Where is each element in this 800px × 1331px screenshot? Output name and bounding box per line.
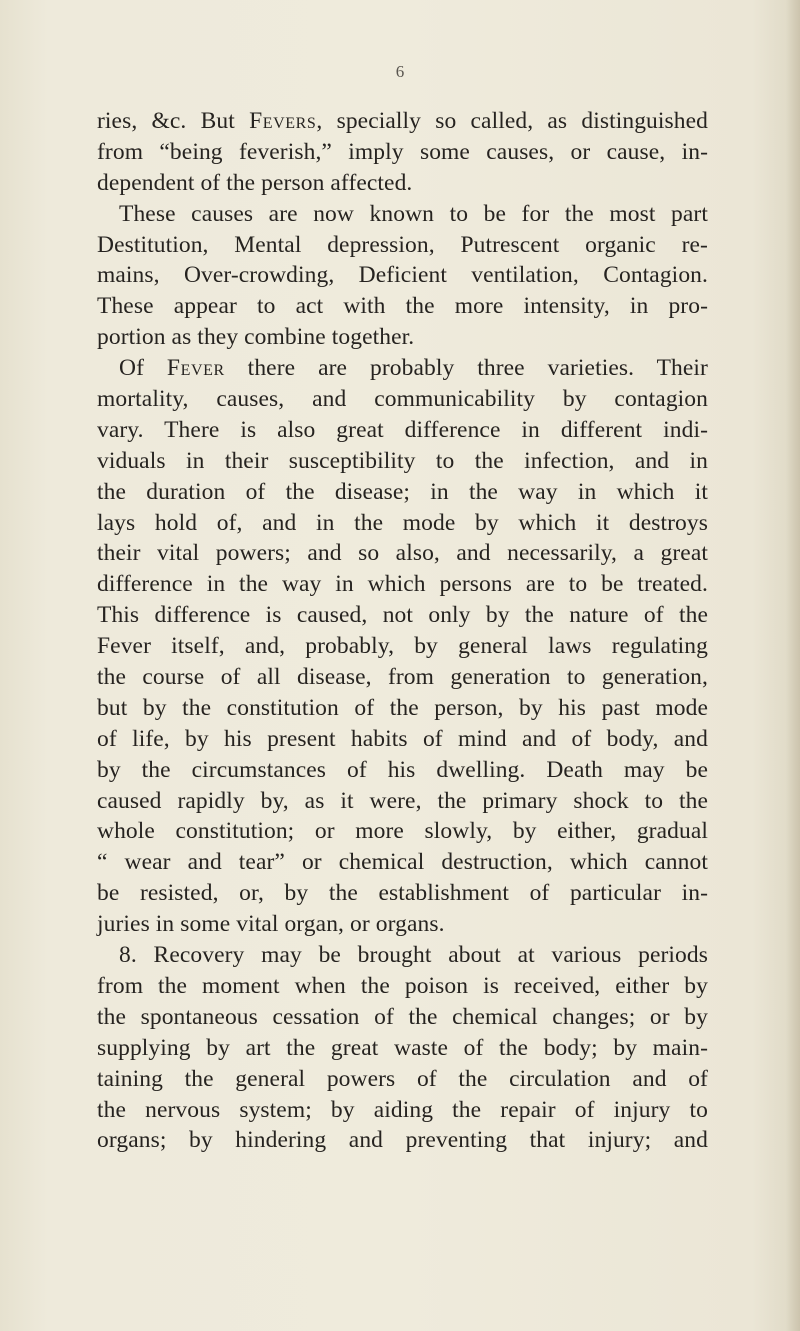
- text-line: the nervous system; by aiding the repair of injury to: [97, 1096, 708, 1123]
- text-line: These causes are now known to be for the most part: [119, 200, 708, 227]
- text-line: from “being feverish,” imply some causes, or cause, in-: [97, 138, 708, 165]
- text-line: dependent of the person affected.: [97, 169, 413, 196]
- text-line: This difference is caused, not only by the nature of the: [97, 602, 708, 629]
- text-line: the course of all disease, from generation to generation,: [97, 664, 708, 691]
- text-line: of life, by his present habits of mind and of body, and: [97, 725, 708, 752]
- text-line: portion as they combine together.: [97, 324, 415, 351]
- text-line: Destitution, Mental depression, Putrescent organic re-: [97, 231, 708, 258]
- text-line: juries in some vital organ, or organs.: [97, 911, 445, 938]
- text-line: vary. There is also great difference in different indi-: [97, 416, 708, 443]
- text-line: whole constitution; or more slowly, by either, gradual: [97, 818, 708, 845]
- text-line: taining the general powers of the circulation and of: [97, 1065, 708, 1092]
- text-line: from the moment when the poison is received, either by: [97, 972, 708, 999]
- text-line: by the circumstances of his dwelling. Death may be: [97, 756, 708, 783]
- text-line: “ wear and tear” or chemical destruction, which cannot: [97, 849, 708, 876]
- page-edge-shadow: [786, 0, 800, 1331]
- text-line: supplying by art the great waste of the body; by main-: [97, 1034, 708, 1061]
- text-line: mains, Over-crowding, Deficient ventilation, Contagion.: [97, 262, 708, 289]
- text-line: Fever itself, and, probably, by general laws regulating: [97, 633, 708, 660]
- text-line: These appear to act with the more intensity, in pro-: [97, 293, 708, 320]
- text-line: organs; by hindering and preventing that injury; and: [97, 1127, 708, 1154]
- page-number: 6: [395, 62, 405, 81]
- text-line: the duration of the disease; in the way in which it: [97, 478, 708, 505]
- text-line: viduals in their susceptibility to the infection, and in: [97, 447, 708, 474]
- text-line: difference in the way in which persons are to be treated.: [97, 571, 708, 598]
- text-line: lays hold of, and in the mode by which it destroys: [97, 509, 708, 536]
- body-text: [97, 106, 708, 1156]
- text-line: the spontaneous cessation of the chemical changes; or by: [97, 1003, 708, 1030]
- text-line: their vital powers; and so also, and necessarily, a great: [97, 540, 708, 567]
- text-line: be resisted, or, by the establishment of particular in-: [97, 880, 708, 907]
- text-line: 8. Recovery may be brought about at various periods: [119, 942, 708, 969]
- text-line: but by the constitution of the person, by his past mode: [97, 694, 708, 721]
- text-line: mortality, causes, and communicability by contagion: [97, 386, 708, 413]
- text-line: ries, &c. But Fevers, specially so called, as distinguished: [97, 108, 708, 134]
- text-line: Of Fever there are probably three varieties. Their: [119, 355, 708, 382]
- text-line: caused rapidly by, as it were, the primary shock to the: [97, 787, 708, 814]
